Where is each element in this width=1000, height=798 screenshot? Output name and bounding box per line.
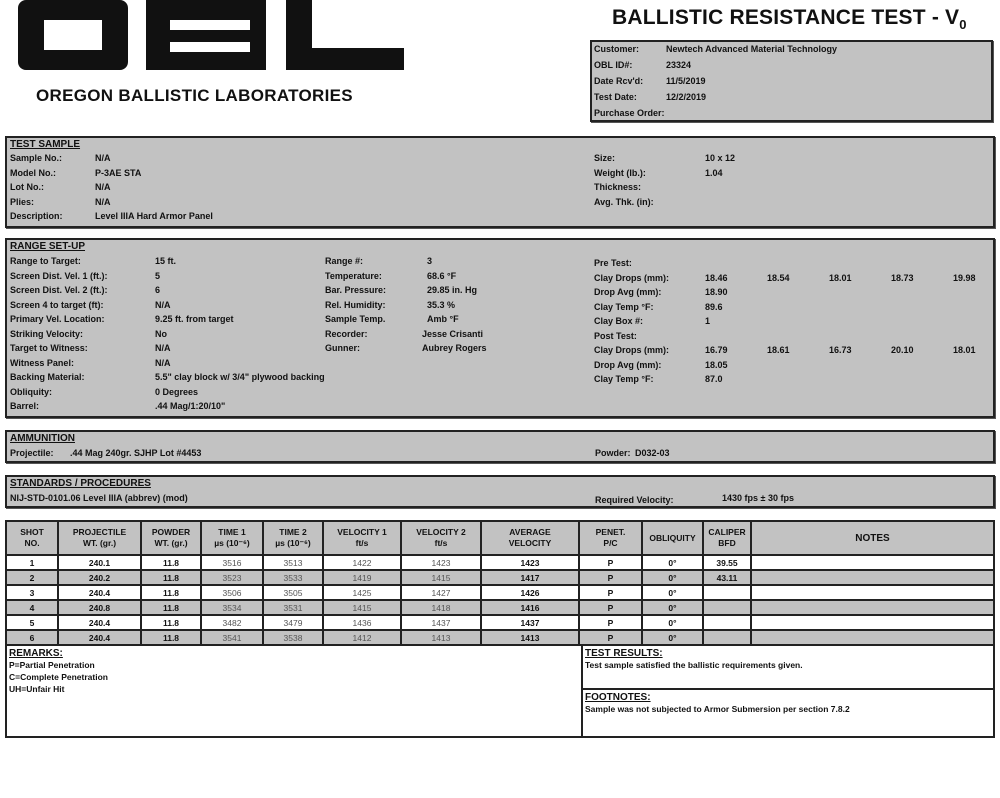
- remarks-section: [7, 646, 581, 736]
- table-cell: 11.8: [141, 600, 201, 615]
- range-field-value: .44 Mag/1:20/10": [155, 401, 226, 411]
- column-header-line1: NOTES: [855, 532, 890, 544]
- column-header-0: [6, 521, 58, 555]
- sample-spec-value: 10 x 12: [705, 153, 736, 163]
- table-cell: 0°: [642, 600, 703, 615]
- clay-value: 16.79: [705, 345, 728, 355]
- table-cell: 2: [6, 570, 58, 585]
- column-header-line2: WT. (gr.): [82, 538, 117, 548]
- table-cell: [703, 630, 751, 645]
- table-cell: P: [579, 630, 642, 645]
- clay-value: 18.61: [767, 345, 790, 355]
- sample-field-value: P-3AE STA: [95, 167, 142, 178]
- table-row: [6, 615, 994, 630]
- table-cell: 1418: [401, 600, 481, 615]
- range-condition-value: 35.3 %: [427, 299, 456, 310]
- clay-value: 18.01: [953, 345, 976, 355]
- test-sample-heading: TEST SAMPLE: [10, 139, 81, 150]
- clay-value: 18.90: [705, 287, 728, 297]
- column-header-line1: PROJECTILE: [72, 527, 127, 537]
- projectile-label: Projectile:: [10, 448, 54, 458]
- table-row: [6, 570, 994, 585]
- ammunition-section: [5, 430, 995, 463]
- clay-value: 18.54: [767, 272, 790, 283]
- shots-table: [5, 520, 995, 646]
- range-field-label: Screen Dist. Vel. 2 (ft.):: [10, 285, 108, 295]
- table-cell: 1413: [481, 630, 579, 645]
- range-condition-label: Bar. Pressure:: [325, 285, 387, 295]
- clay-value: 16.73: [829, 345, 852, 355]
- clay-value: 18.05: [705, 359, 728, 370]
- column-header-line2: ft/s: [355, 538, 369, 548]
- column-header-line1: TIME 1: [218, 527, 246, 537]
- range-condition-value: 68.6 °F: [427, 270, 457, 281]
- column-header-line1: PENET.: [595, 527, 626, 537]
- table-cell: 3479: [263, 615, 323, 630]
- range-condition-label: Rel. Humidity:: [325, 299, 386, 310]
- sample-field-label: Description:: [10, 211, 63, 221]
- clay-label: Drop Avg (mm):: [594, 287, 662, 297]
- test-results-text: Test sample satisfied the ballistic requirements given.: [585, 660, 803, 670]
- table-cell: 240.4: [58, 630, 141, 645]
- table-cell: 240.4: [58, 615, 141, 630]
- table-cell: [751, 630, 994, 645]
- clay-label: Clay Box #:: [594, 316, 644, 326]
- sample-spec-value: 1.04: [705, 167, 723, 178]
- range-condition-label: Gunner:: [325, 343, 360, 353]
- powder-value: D032-03: [635, 448, 670, 458]
- table-cell: P: [579, 555, 642, 570]
- table-cell: 1437: [481, 615, 579, 630]
- customer-field-value: 23324: [666, 60, 692, 70]
- range-condition-label: Recorder:: [325, 328, 368, 339]
- range-field-label: Target to Witness:: [10, 343, 88, 353]
- table-cell: 39.55: [703, 555, 751, 570]
- table-cell: [751, 555, 994, 570]
- required-velocity-value: 1430 fps ± 30 fps: [722, 493, 794, 503]
- column-header-6: [401, 521, 481, 555]
- table-cell: 4: [6, 600, 58, 615]
- customer-field-label: Date Rcv'd:: [594, 76, 644, 86]
- clay-value: 89.6: [705, 301, 723, 312]
- footnotes-heading: FOOTNOTES:: [585, 692, 651, 703]
- customer-field-label: Test Date:: [594, 92, 637, 102]
- column-header-line2: NO.: [24, 538, 40, 548]
- sample-field-value: Level IIIA Hard Armor Panel: [95, 211, 213, 221]
- customer-field-label: OBL ID#:: [594, 60, 633, 70]
- table-cell: 0°: [642, 630, 703, 645]
- column-header-7: [481, 521, 579, 555]
- table-cell: 11.8: [141, 585, 201, 600]
- table-cell: 3538: [263, 630, 323, 645]
- table-cell: [703, 585, 751, 600]
- range-condition-label: Temperature:: [325, 270, 382, 281]
- column-header-1: [58, 521, 141, 555]
- range-field-label: Backing Material:: [10, 372, 85, 382]
- clay-value: 20.10: [891, 345, 914, 355]
- table-cell: 0°: [642, 570, 703, 585]
- table-cell: 3: [6, 585, 58, 600]
- footnotes-section: [583, 690, 995, 717]
- table-cell: [703, 600, 751, 615]
- table-cell: 11.8: [141, 570, 201, 585]
- remark-line: P=Partial Penetration: [9, 660, 95, 670]
- customer-field-value: 12/2/2019: [666, 92, 707, 102]
- range-field-label: Screen Dist. Vel. 1 (ft.):: [10, 270, 108, 281]
- column-header-10: [703, 521, 751, 555]
- report-title: BALLISTIC RESISTANCE TEST - $V_0$: [612, 6, 967, 33]
- customer-field-label: Customer:: [594, 44, 640, 54]
- table-cell: 3534: [201, 600, 263, 615]
- bottom-section: [5, 646, 995, 738]
- clay-label: Clay Temp °F:: [594, 374, 654, 384]
- table-cell: 11.8: [141, 630, 201, 645]
- column-header-2: [141, 521, 201, 555]
- table-cell: 1415: [401, 570, 481, 585]
- table-cell: 1426: [481, 585, 579, 600]
- range-field-value: 15 ft.: [155, 256, 177, 266]
- column-header-line2: µs (10⁻⁶): [275, 538, 311, 548]
- range-condition-value: Aubrey Rogers: [422, 343, 487, 353]
- table-cell: P: [579, 600, 642, 615]
- sample-field-value: N/A: [95, 182, 111, 192]
- remark-line: C=Complete Penetration: [9, 672, 108, 682]
- table-cell: 240.2: [58, 570, 141, 585]
- range-condition-label: Range #:: [325, 256, 364, 266]
- table-cell: [751, 600, 994, 615]
- obl-logo: [18, 0, 408, 74]
- table-cell: 3531: [263, 600, 323, 615]
- table-row: [6, 585, 994, 600]
- table-cell: 1425: [323, 585, 401, 600]
- table-cell: 1413: [401, 630, 481, 645]
- table-cell: 3516: [201, 555, 263, 570]
- standards-heading: STANDARDS / PROCEDURES: [10, 478, 151, 489]
- range-field-label: Obliquity:: [10, 386, 52, 397]
- sample-field-value: N/A: [95, 196, 111, 207]
- clay-value: 1: [705, 316, 711, 326]
- column-header-line2: µs (10⁻⁶): [214, 538, 250, 548]
- range-field-label: Striking Velocity:: [10, 328, 84, 339]
- range-condition-value: 3: [427, 256, 433, 266]
- column-header-line1: VELOCITY 2: [416, 527, 466, 537]
- range-field-value: 5: [155, 270, 161, 281]
- standards-section: [5, 475, 995, 508]
- table-cell: 1437: [401, 615, 481, 630]
- table-cell: 5: [6, 615, 58, 630]
- column-header-4: [263, 521, 323, 555]
- range-field-value: 0 Degrees: [155, 386, 199, 397]
- clay-value: 18.01: [829, 272, 852, 283]
- clay-label: Clay Temp °F:: [594, 301, 654, 312]
- range-condition-value: 29.85 in. Hg: [427, 285, 478, 295]
- range-condition-value: Jesse Crisanti: [422, 328, 484, 339]
- table-cell: 3505: [263, 585, 323, 600]
- test-results-section: [583, 646, 995, 690]
- table-cell: 1: [6, 555, 58, 570]
- table-cell: 1417: [481, 570, 579, 585]
- column-header-line2: ft/s: [434, 538, 448, 548]
- sample-field-label: Lot No.:: [10, 182, 44, 192]
- customer-field-value: 11/5/2019: [666, 76, 706, 86]
- clay-value: 87.0: [705, 374, 723, 384]
- table-cell: 240.4: [58, 585, 141, 600]
- clay-value: 18.46: [705, 272, 728, 283]
- test-sample-section: [5, 136, 995, 228]
- range-field-value: No: [155, 328, 167, 339]
- clay-label: Clay Drops (mm):: [594, 272, 670, 283]
- range-setup-heading: RANGE SET-UP: [10, 241, 86, 252]
- sample-field-label: Sample No.:: [10, 153, 63, 163]
- table-cell: 240.8: [58, 600, 141, 615]
- range-field-value: N/A: [155, 299, 171, 310]
- sample-spec-label: Size:: [594, 153, 616, 163]
- clay-label: Pre Test:: [594, 258, 632, 268]
- column-header-8: [579, 521, 642, 555]
- sample-spec-label: Avg. Thk. (in):: [594, 196, 654, 207]
- column-header-line2: WT. (gr.): [154, 538, 188, 548]
- test-results-heading: TEST RESULTS:: [585, 648, 663, 659]
- column-header-line1: SHOT: [20, 527, 44, 537]
- table-cell: 3506: [201, 585, 263, 600]
- customer-field-value: Newtech Advanced Material Technology: [666, 44, 838, 54]
- clay-value: 19.98: [953, 272, 976, 283]
- column-header-line1: POWDER: [151, 527, 191, 537]
- table-cell: 1427: [401, 585, 481, 600]
- table-cell: 1416: [481, 600, 579, 615]
- footnotes-text: Sample was not subjected to Armor Submersion per section 7.8.2: [585, 704, 850, 714]
- powder-label: Powder:: [595, 448, 631, 458]
- range-field-label: Barrel:: [10, 401, 40, 411]
- table-cell: 0°: [642, 585, 703, 600]
- table-cell: 1419: [323, 570, 401, 585]
- standard-value: NIJ-STD-0101.06 Level IIIA (abbrev) (mod): [10, 493, 188, 503]
- table-cell: 1436: [323, 615, 401, 630]
- range-field-value: N/A: [155, 357, 171, 368]
- column-header-line1: AVERAGE: [509, 527, 551, 537]
- clay-label: Clay Drops (mm):: [594, 345, 670, 355]
- table-cell: 1423: [401, 555, 481, 570]
- table-cell: 0°: [642, 555, 703, 570]
- column-header-line1: OBLIQUITY: [649, 532, 696, 543]
- table-cell: 0°: [642, 615, 703, 630]
- column-header-11: [751, 521, 994, 555]
- range-setup-section: [5, 238, 995, 418]
- column-header-line1: VELOCITY 1: [337, 527, 387, 537]
- required-velocity-label: Required Velocity:: [595, 495, 674, 505]
- table-cell: 43.11: [703, 570, 751, 585]
- table-row: [6, 600, 994, 615]
- range-field-label: Primary Vel. Location:: [10, 314, 105, 324]
- table-cell: P: [579, 615, 642, 630]
- sample-field-value: N/A: [95, 153, 111, 163]
- range-field-value: 6: [155, 285, 161, 295]
- column-header-line2: P/C: [603, 538, 618, 548]
- lab-name: OREGON BALLISTIC LABORATORIES: [36, 86, 353, 105]
- remarks-heading: REMARKS:: [9, 648, 63, 659]
- column-header-line1: CALIPER: [708, 527, 746, 537]
- table-cell: 3523: [201, 570, 263, 585]
- table-cell: 1415: [323, 600, 401, 615]
- sample-spec-label: Thickness:: [594, 182, 642, 192]
- customer-field-label: Purchase Order:: [594, 108, 665, 118]
- table-row: [6, 555, 994, 570]
- clay-label: Drop Avg (mm):: [594, 359, 662, 370]
- table-cell: P: [579, 585, 642, 600]
- range-field-label: Range to Target:: [10, 256, 81, 266]
- table-cell: 6: [6, 630, 58, 645]
- column-header-9: [642, 521, 703, 555]
- sample-field-label: Model No.:: [10, 167, 56, 178]
- range-field-label: Screen 4 to target (ft):: [10, 299, 104, 310]
- sample-field-label: Plies:: [10, 196, 35, 207]
- projectile-value: .44 Mag 240gr. SJHP Lot #4453: [70, 448, 202, 458]
- table-cell: 240.1: [58, 555, 141, 570]
- column-header-line2: BFD: [718, 538, 736, 548]
- table-cell: [751, 615, 994, 630]
- table-cell: 3541: [201, 630, 263, 645]
- range-field-value: N/A: [155, 343, 171, 353]
- clay-value: 18.73: [891, 272, 914, 283]
- range-condition-label: Sample Temp.: [325, 314, 386, 324]
- table-cell: [751, 570, 994, 585]
- column-header-3: [201, 521, 263, 555]
- ammunition-heading: AMMUNITION: [10, 433, 75, 444]
- table-cell: 1423: [481, 555, 579, 570]
- remark-line: UH=Unfair Hit: [9, 684, 65, 694]
- column-header-line2: VELOCITY: [508, 538, 552, 548]
- customer-info-box: [590, 40, 993, 122]
- table-cell: [751, 585, 994, 600]
- table-cell: 1422: [323, 555, 401, 570]
- table-row: [6, 630, 994, 645]
- table-cell: 3533: [263, 570, 323, 585]
- range-field-value: 5.5" clay block w/ 3/4" plywood backing: [155, 372, 325, 382]
- column-header-line1: TIME 2: [279, 527, 307, 537]
- column-header-5: [323, 521, 401, 555]
- range-condition-value: Amb °F: [427, 314, 459, 324]
- table-cell: P: [579, 570, 642, 585]
- range-field-label: Witness Panel:: [10, 357, 74, 368]
- table-cell: 11.8: [141, 615, 201, 630]
- range-field-value: 9.25 ft. from target: [155, 314, 234, 324]
- table-cell: 11.8: [141, 555, 201, 570]
- table-cell: 1412: [323, 630, 401, 645]
- table-cell: 3482: [201, 615, 263, 630]
- sample-spec-label: Weight (lb.):: [594, 167, 646, 178]
- table-cell: 3513: [263, 555, 323, 570]
- table-cell: [703, 615, 751, 630]
- clay-label: Post Test:: [594, 330, 637, 341]
